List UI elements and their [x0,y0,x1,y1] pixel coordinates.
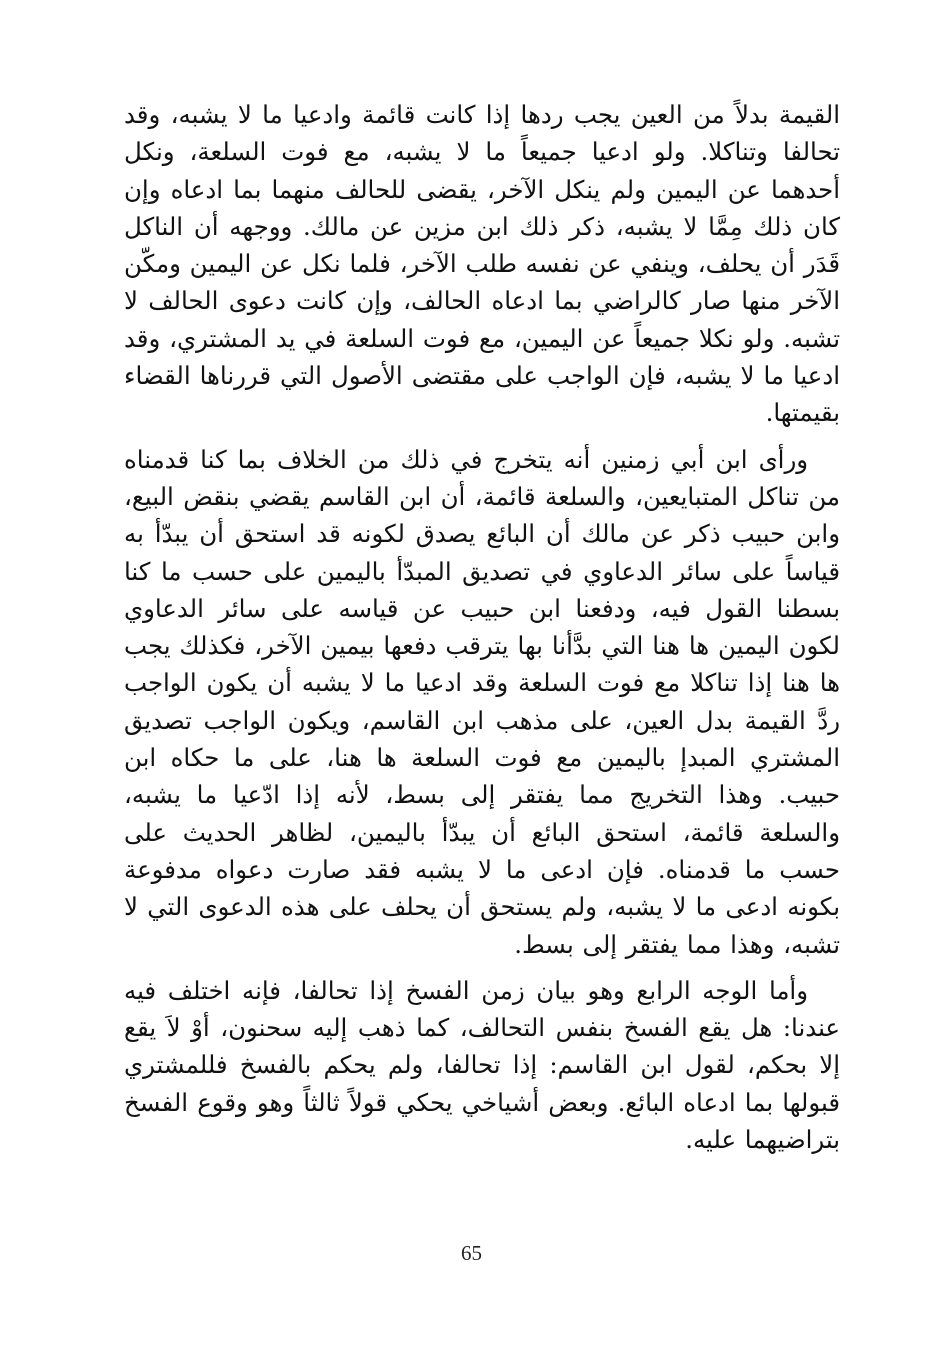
body-text [124,96,840,1158]
paragraph-1: القيمة بدلاً من العين يجب ردها إذا كانت قائمة وادعيا ما لا يشبه، وقد تحالفا وتناكلا. ولو ادعيا جميعاً ما لا يشبه، مع فوت السلعة، ونكل أحدهما عن اليمين ولم ينكل الآخر، يقضى للحالف منهما بما ادعاه وإن كان ذلك مِمَّا لا يشبه، ذكر ذلك ابن مزين عن مالك. ووجهه أن الناكل قَدَر أن يحلف، وينفي عن نفسه طلب الآخر، فلما نكل عن اليمين ومكّن الآخر منها صار كالراضي بما ادعاه الحالف، وإن كانت دعوى الحالف لا تشبه. ولو نكلا جميعاً عن اليمين، مع فوت السلعة في يد المشتري، وقد ادعيا ما لا يشبه، فإن الواجب على مقتضى الأصول التي قررناها القضاء بقيمتها. [124,100,841,428]
page-number: 65 [461,1241,482,1265]
paragraph-2: ورأى ابن أبي زمنين أنه يتخرج في ذلك من الخلاف بما كنا قدمناه من تناكل المتبايعين، والسلعة قائمة، أن ابن القاسم يقضي بنقض البيع، وابن حبيب ذكر عن مالك أن البائع يصدق لكونه قد استحق أن يبدّأ به قياساً على سائر الدعاوي في تصديق المبدّأ باليمين على حسب ما كنا بسطنا القول فيه، ودفعنا ابن حبيب عن قياسه على سائر الدعاوي لكون اليمين ها هنا التي بدَّأنا بها يترقب دفعها بيمين الآخر، فكذلك يجب ها هنا إذا تناكلا مع فوت السلعة وقد ادعيا ما لا يشبه أن يكون الواجب ردَّ القيمة بدل العين، على مذهب ابن القاسم، ويكون الواجب تصديق المشتري المبدإ باليمين مع فوت السلعة ها هنا، على ما حكاه ابن حبيب. وهذا التخريج مما يفتقر إلى بسط، لأنه إذا ادّعيا ما يشبه، والسلعة قائمة، استحق البائع أن يبدّأ باليمين، لظاهر الحديث على حسب ما قدمناه. فإن ادعى ما لا يشبه فقد صارت دعواه مدفوعة بكونه ادعى ما لا يشبه، ولم يستحق أن يحلف على هذه الدعوى التي لا تشبه، وهذا مما يفتقر إلى بسط. [124,444,840,959]
paragraph-3: وأما الوجه الرابع وهو بيان زمن الفسخ إذا تحالفا، فإنه اختلف فيه عندنا: هل يقع الفسخ بنفس التحالف، كما ذهب إليه سحنون، أوْ لاَ يقع إلا بحكم، لقول ابن القاسم: إذا تحالفا، ولم يحكم بالفسخ فللمشتري قبولها بما ادعاه البائع. وبعض أشياخي يحكي قولاً ثالثاً وهو وقوع الفسخ بتراضيهما عليه. [124,975,840,1155]
